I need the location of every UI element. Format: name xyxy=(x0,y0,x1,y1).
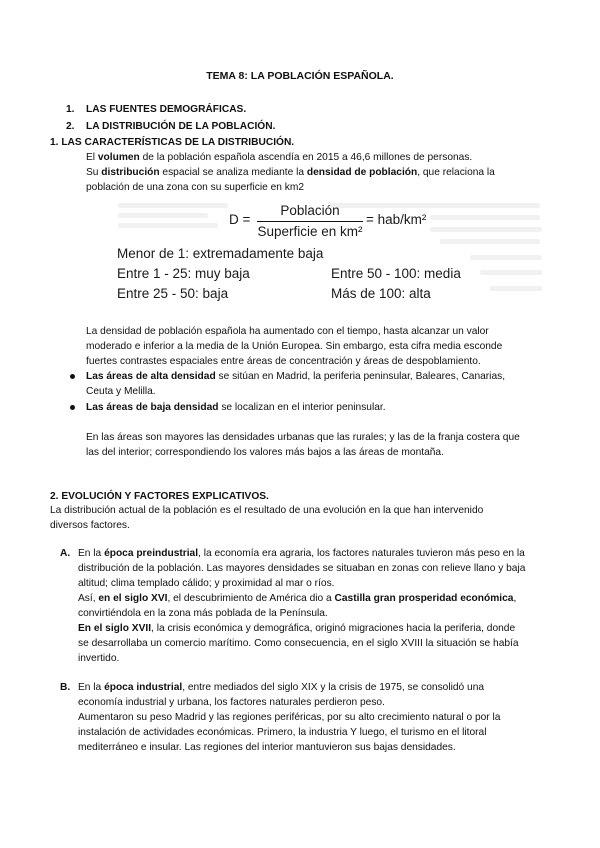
text: espacial se analiza mediante la xyxy=(159,167,307,178)
scale-row: Entre 25 - 50: baja xyxy=(117,286,229,301)
section-heading-characteristics: 1. LAS CARACTERÍSTICAS DE LA DISTRIBUCIÓN. xyxy=(50,137,295,148)
text: Así, xyxy=(78,593,99,604)
text-line: diversos factores. xyxy=(50,520,130,531)
index-item-number: 1. xyxy=(66,104,75,115)
bullet-high-density xyxy=(86,369,505,384)
text-line: las del interior; correspondiendo los valores más bajos a las áreas de montaña. xyxy=(86,447,444,458)
list-marker-b: B. xyxy=(60,682,71,693)
bold-term: volumen xyxy=(97,152,140,163)
bold-term: época industrial xyxy=(104,682,183,693)
text-line: En las áreas son mayores las densidades urbanas que las rurales; y las de la franja costera que xyxy=(86,432,520,443)
text-line: mediterráneo e insular. Las regiones del interior mantuvieron sus bajas densidades. xyxy=(78,742,456,753)
text: , la economía era agraria, los factores naturales tuvieron más peso en la xyxy=(198,548,525,559)
index-item-label: LAS FUENTES DEMOGRÁFICAS. xyxy=(86,104,247,115)
text: se localizan en el interior peninsular. xyxy=(218,402,386,413)
bold-term: Castilla gran prosperidad económica xyxy=(334,593,514,604)
text: En la xyxy=(78,682,105,693)
bold-term: distribución xyxy=(101,167,160,178)
formula-rhs: = hab/km² xyxy=(366,212,427,227)
page-title: TEMA 8: LA POBLACIÓN ESPAÑOLA. xyxy=(206,70,394,82)
text-line xyxy=(78,591,516,606)
scale-row: Entre 50 - 100: media xyxy=(331,266,461,281)
text-line: distribución de la población. Las mayores densidades se situaban en zonas con relieve llano y baja xyxy=(78,563,526,574)
bullet-icon xyxy=(70,374,75,379)
bold-term: En el siglo XVII xyxy=(78,623,152,634)
text-line: Aumentaron su peso Madrid y las regiones periféricas, por su alto crecimiento natural o por la xyxy=(78,712,501,723)
text: de la población española ascendía en 2015 a 46,6 millones de personas. xyxy=(139,152,473,163)
text-line: moderado e inferior a la media de la Unión Europea. Sin embargo, esta cifra media esconde xyxy=(86,341,503,352)
text-line xyxy=(78,546,525,561)
text-line: La distribución actual de la población es el resultado de una evolución en la que han intervenido xyxy=(50,505,484,516)
text-line: se desarrollaba un comercio marítimo. Como consecuencia, en el siglo XVIII la situación se había xyxy=(78,638,519,649)
text: Su xyxy=(86,167,102,178)
text: El xyxy=(86,152,98,163)
paragraph-distribution-line2: población de una zona con su superficie en km2 xyxy=(86,182,305,193)
text-line xyxy=(78,621,515,636)
scale-row: Menor de 1: extremadamente baja xyxy=(117,246,324,261)
bullet-low-density xyxy=(86,400,386,415)
text-line: invertido. xyxy=(78,653,120,664)
section-heading-evolution: 2. EVOLUCIÓN Y FACTORES EXPLICATIVOS. xyxy=(50,491,269,502)
text-line: economía industrial y urbana, los factores naturales perdieron peso. xyxy=(78,697,385,708)
text: , xyxy=(513,593,517,604)
formula-lhs: D = xyxy=(229,212,251,227)
formula-denominator: Superficie en km² xyxy=(257,224,363,239)
text-line: instalación de actividades económicas. Primero, la industria Y luego, el turismo en el litoral xyxy=(78,727,487,738)
bold-term: en el siglo XVI xyxy=(98,593,168,604)
bold-term: densidad de población xyxy=(306,167,418,178)
bold-term: época preindustrial xyxy=(104,548,199,559)
paragraph-volume xyxy=(86,150,472,165)
text-line: fuertes contrastes espaciales entre áreas de concentración y áreas de despoblamiento. xyxy=(86,356,481,367)
text-line: convirtiéndola en la zona más poblada de la Península. xyxy=(78,608,328,619)
text: , entre mediados del siglo XIX y la crisis de 1975, se consolidó una xyxy=(182,682,485,693)
paragraph-distribution xyxy=(86,165,495,180)
bullet-high-density-line2: Ceuta y Melilla. xyxy=(86,386,156,397)
text-line: La densidad de población española ha aumentado con el tiempo, hasta alcanzar un valor xyxy=(86,326,489,337)
scale-row: Más de 100: alta xyxy=(331,286,431,301)
formula-numerator: Población xyxy=(280,203,340,218)
text: En la xyxy=(78,548,105,559)
list-marker-a: A. xyxy=(60,548,71,559)
scale-row: Entre 1 - 25: muy baja xyxy=(117,266,250,281)
bold-term: Las áreas de baja densidad xyxy=(86,402,219,413)
bullet-icon xyxy=(70,405,75,410)
text: se sitúan en Madrid, la periferia peninsular, Baleares, Canarias, xyxy=(215,371,506,382)
text: , el descubrimiento de América dio a xyxy=(167,593,335,604)
text: , la crisis económica y demográfica, originó migraciones hacia la periferia, donde xyxy=(151,623,516,634)
fraction-bar xyxy=(257,221,363,222)
text-line xyxy=(78,680,484,695)
bold-term: Las áreas de alta densidad xyxy=(86,371,216,382)
text-line: altitud; clima templado cálido; y proximidad al mar o ríos. xyxy=(78,578,335,589)
index-item-number: 2. xyxy=(66,121,75,132)
text: , que relaciona la xyxy=(417,167,495,178)
index-item-label: LA DISTRIBUCIÓN DE LA POBLACIÓN. xyxy=(86,121,276,132)
